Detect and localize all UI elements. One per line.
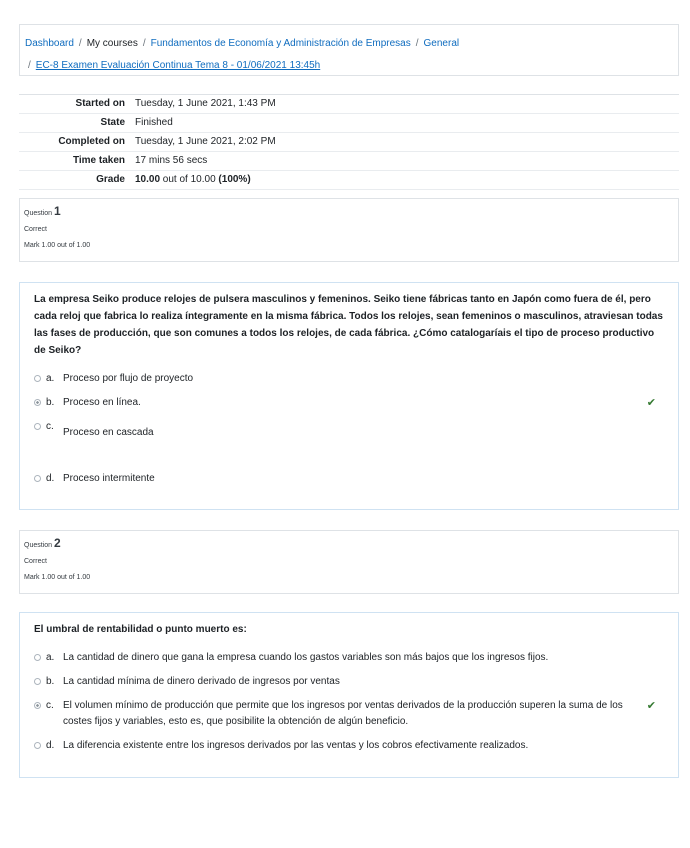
question-prefix: Question xyxy=(24,542,53,549)
option-text: La cantidad mínima de dinero derivado de ingresos por ventas xyxy=(63,676,340,687)
question-prefix: Question xyxy=(24,210,53,217)
summary-value: Tuesday, 1 June 2021, 2:02 PM xyxy=(135,136,276,147)
breadcrumb-my-courses[interactable]: My courses xyxy=(86,38,138,49)
breadcrumb-general[interactable]: General xyxy=(423,38,460,49)
option-letter: d. xyxy=(46,473,55,484)
option-letter: b. xyxy=(46,676,55,687)
question-number-value: 1 xyxy=(53,204,61,218)
attempt-summary-table xyxy=(19,94,679,190)
question-text: El umbral de rentabilidad o punto muerto es: xyxy=(34,624,247,635)
summary-label: Completed on xyxy=(58,136,125,147)
summary-row-started xyxy=(19,95,679,114)
breadcrumb-separator: / xyxy=(78,38,82,49)
option-letter: d. xyxy=(46,740,55,751)
option-text: La cantidad de dinero que gana la empresa cuando los gastos variables son más bajos que los ingresos fijos. xyxy=(63,652,549,663)
grade-percent: (100%) xyxy=(218,174,251,185)
option-text: La diferencia existente entre los ingresos derivados por las ventas y los cobros efectivamente realizados. xyxy=(63,740,529,751)
question-text: La empresa Seiko produce relojes de pulsera masculinos y femeninos. Seiko tiene fábricas tanto en Japón como fuera de él, pero cada reloj que fabrica lo realiza íntegramente en la misma fábrica. Todos los relojes, sean femeninos o masculinos, atraviesan todas las fases de producción, que son comunes a todos los relojes, de cada fábrica. ¿Cómo catalogaríais el tipo de proceso productivo de Seiko? xyxy=(34,294,663,356)
check-icon: ✔ xyxy=(646,397,656,409)
summary-label: State xyxy=(100,117,125,128)
option-letter: c. xyxy=(46,700,54,711)
question-number xyxy=(24,203,674,222)
breadcrumb-dashboard[interactable]: Dashboard xyxy=(25,38,74,49)
grade-out-of: out of 10.00 xyxy=(160,174,219,185)
option-letter: b. xyxy=(46,397,55,408)
question-number-value: 2 xyxy=(53,536,61,550)
question-mark: Mark 1.00 out of 1.00 xyxy=(24,242,91,249)
summary-row-time xyxy=(19,152,679,171)
answer-option[interactable] xyxy=(34,395,664,411)
summary-value: 17 mins 56 secs xyxy=(135,155,208,166)
question-number xyxy=(24,535,674,554)
breadcrumb-quiz[interactable]: EC-8 Examen Evaluación Continua Tema 8 - 01/06/2021 13:45h xyxy=(35,60,321,71)
radio-button[interactable] xyxy=(34,423,41,430)
option-letter: a. xyxy=(46,373,55,384)
option-text: Proceso intermitente xyxy=(63,473,155,484)
question-content xyxy=(19,282,679,510)
question-content xyxy=(19,612,679,778)
radio-button[interactable] xyxy=(34,375,41,382)
question-state: Correct xyxy=(24,226,47,233)
option-letter: c. xyxy=(46,421,54,432)
radio-button[interactable] xyxy=(34,742,41,749)
radio-button-selected[interactable] xyxy=(34,702,41,709)
radio-button[interactable] xyxy=(34,654,41,661)
radio-button-selected[interactable] xyxy=(34,399,41,406)
answer-option[interactable] xyxy=(34,650,664,666)
option-text: El volumen mínimo de producción que permite que los ingresos por ventas derivados de la producción superen la suma de los costes fijos y variables, esto es, que posibilite la obtención de algún beneficio. xyxy=(63,700,623,727)
option-text: Proceso en cascada xyxy=(63,427,154,438)
summary-row-completed xyxy=(19,133,679,152)
breadcrumb-separator: / xyxy=(28,60,31,71)
grade-score: 10.00 xyxy=(135,174,161,185)
option-text: Proceso por flujo de proyecto xyxy=(63,373,194,384)
check-icon: ✔ xyxy=(646,700,656,712)
answer-option[interactable] xyxy=(34,674,664,690)
radio-button[interactable] xyxy=(34,678,41,685)
radio-button[interactable] xyxy=(34,475,41,482)
summary-row-state xyxy=(19,114,679,133)
breadcrumb-course[interactable]: Fundamentos de Economía y Administración de Empresas xyxy=(150,38,411,49)
summary-row-grade xyxy=(19,171,679,190)
answer-option[interactable] xyxy=(34,371,664,387)
question-state: Correct xyxy=(24,558,47,565)
option-text: Proceso en línea. xyxy=(63,397,141,408)
summary-value: Finished xyxy=(135,117,173,128)
answer-option[interactable] xyxy=(34,698,664,730)
answer-option[interactable] xyxy=(34,471,664,487)
breadcrumb-separator: / xyxy=(415,38,419,49)
question-mark: Mark 1.00 out of 1.00 xyxy=(24,574,91,581)
breadcrumb-separator: / xyxy=(142,38,146,49)
question-info xyxy=(19,198,679,262)
answer-option[interactable] xyxy=(34,738,664,754)
summary-value xyxy=(135,171,679,189)
option-letter: a. xyxy=(46,652,55,663)
answer-option[interactable] xyxy=(34,419,664,441)
question-info xyxy=(19,530,679,594)
summary-value: Tuesday, 1 June 2021, 1:43 PM xyxy=(135,98,276,109)
breadcrumb xyxy=(19,24,679,76)
summary-label: Started on xyxy=(75,98,125,109)
summary-label: Time taken xyxy=(72,155,125,166)
summary-label: Grade xyxy=(96,174,125,185)
